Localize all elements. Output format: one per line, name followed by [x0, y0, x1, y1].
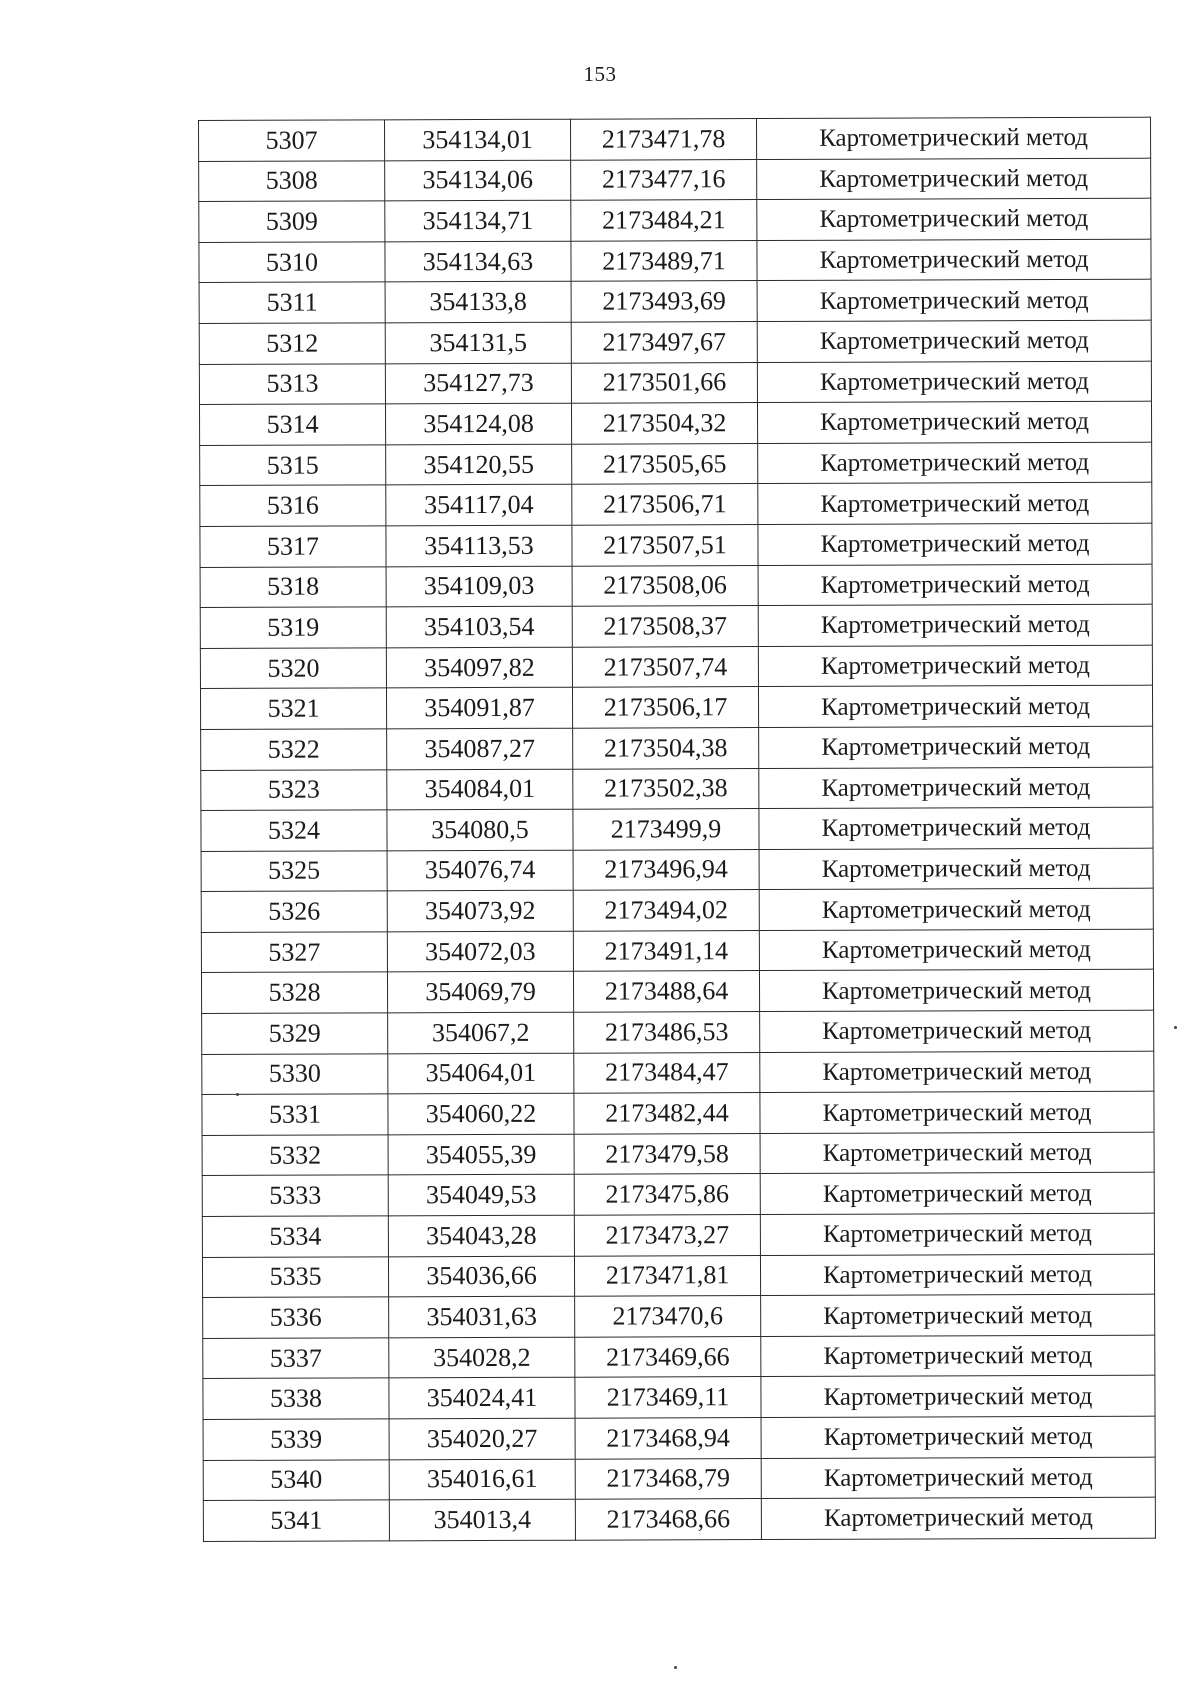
x-coordinate-cell: 354069,79 [387, 972, 573, 1013]
method-cell: Картометрический метод [759, 929, 1153, 971]
table-row [199, 361, 1151, 405]
point-number-cell: 5309 [199, 201, 385, 242]
x-coordinate-cell: 354067,2 [388, 1012, 574, 1053]
point-number-cell: 5317 [200, 526, 386, 567]
table-row [202, 1132, 1154, 1176]
method-cell: Картометрический метод [756, 117, 1150, 159]
table-row [199, 239, 1151, 283]
y-coordinate-cell: 2173473,27 [574, 1215, 760, 1256]
table-row [202, 1213, 1154, 1257]
point-number-cell: 5331 [202, 1094, 388, 1135]
y-coordinate-cell: 2173486,53 [574, 1012, 760, 1053]
table-row [199, 158, 1151, 202]
method-cell: Картометрический метод [757, 401, 1151, 443]
method-cell: Картометрический метод [761, 1457, 1155, 1499]
table-row [203, 1335, 1155, 1379]
scan-speck [236, 1093, 239, 1096]
method-cell: Картометрический метод [758, 564, 1152, 606]
point-number-cell: 5328 [201, 972, 387, 1013]
x-coordinate-cell: 354113,53 [386, 525, 572, 566]
coordinates-table [198, 117, 1156, 1542]
method-cell: Картометрический метод [758, 442, 1152, 484]
point-number-cell: 5326 [201, 891, 387, 932]
x-coordinate-cell: 354134,06 [385, 160, 571, 201]
table-row [202, 1010, 1154, 1054]
x-coordinate-cell: 354055,39 [388, 1134, 574, 1175]
x-coordinate-cell: 354103,54 [386, 606, 572, 647]
method-cell: Картометрический метод [760, 1173, 1154, 1215]
x-coordinate-cell: 354131,5 [385, 322, 571, 363]
point-number-cell: 5336 [203, 1297, 389, 1338]
y-coordinate-cell: 2173471,78 [570, 119, 756, 160]
x-coordinate-cell: 354049,53 [388, 1175, 574, 1216]
method-cell: Картометрический метод [760, 1010, 1154, 1052]
table-row [201, 970, 1153, 1014]
method-cell: Картометрический метод [759, 848, 1153, 890]
x-coordinate-cell: 354076,74 [387, 850, 573, 891]
method-cell: Картометрический метод [758, 645, 1152, 687]
point-number-cell: 5333 [202, 1175, 388, 1216]
x-coordinate-cell: 354020,27 [389, 1418, 575, 1459]
y-coordinate-cell: 2173502,38 [573, 768, 759, 809]
y-coordinate-cell: 2173493,69 [571, 281, 757, 322]
point-number-cell: 5339 [203, 1419, 389, 1460]
table-row [203, 1497, 1155, 1541]
method-cell: Картометрический метод [758, 483, 1152, 525]
table-row [200, 442, 1152, 486]
coordinates-table-wrapper [198, 117, 1155, 1542]
y-coordinate-cell: 2173484,47 [574, 1052, 760, 1093]
point-number-cell: 5316 [200, 485, 386, 526]
method-cell: Картометрический метод [759, 726, 1153, 768]
y-coordinate-cell: 2173507,74 [572, 646, 758, 687]
point-number-cell: 5330 [202, 1053, 388, 1094]
y-coordinate-cell: 2173469,66 [575, 1336, 761, 1377]
method-cell: Картометрический метод [757, 361, 1151, 403]
point-number-cell: 5310 [199, 242, 385, 283]
x-coordinate-cell: 354134,01 [385, 119, 571, 160]
point-number-cell: 5312 [199, 323, 385, 364]
y-coordinate-cell: 2173501,66 [571, 362, 757, 403]
method-cell: Картометрический метод [761, 1376, 1155, 1418]
table-row [201, 888, 1153, 932]
x-coordinate-cell: 354084,01 [387, 769, 573, 810]
point-number-cell: 5327 [201, 932, 387, 973]
table-row [200, 523, 1152, 567]
table-row [202, 1051, 1154, 1095]
method-cell: Картометрический метод [760, 1051, 1154, 1093]
point-number-cell: 5325 [201, 851, 387, 892]
table-row [201, 848, 1153, 892]
y-coordinate-cell: 2173499,9 [573, 809, 759, 850]
method-cell: Картометрический метод [761, 1335, 1155, 1377]
method-cell: Картометрический метод [761, 1416, 1155, 1458]
point-number-cell: 5318 [200, 566, 386, 607]
method-cell: Картометрический метод [758, 685, 1152, 727]
x-coordinate-cell: 354036,66 [388, 1256, 574, 1297]
y-coordinate-cell: 2173504,32 [571, 403, 757, 444]
x-coordinate-cell: 354060,22 [388, 1093, 574, 1134]
y-coordinate-cell: 2173508,06 [572, 565, 758, 606]
x-coordinate-cell: 354013,4 [389, 1499, 575, 1540]
scan-speck [1174, 1026, 1177, 1029]
x-coordinate-cell: 354127,73 [385, 363, 571, 404]
x-coordinate-cell: 354124,08 [385, 403, 571, 444]
x-coordinate-cell: 354117,04 [386, 485, 572, 526]
point-number-cell: 5315 [200, 445, 386, 486]
method-cell: Картометрический метод [757, 239, 1151, 281]
y-coordinate-cell: 2173475,86 [574, 1174, 760, 1215]
table-row [202, 1254, 1154, 1298]
table-row [203, 1376, 1155, 1420]
method-cell: Картометрический метод [759, 767, 1153, 809]
method-cell: Картометрический метод [759, 807, 1153, 849]
method-cell: Картометрический метод [757, 320, 1151, 362]
method-cell: Картометрический метод [757, 158, 1151, 200]
method-cell: Картометрический метод [760, 1091, 1154, 1133]
y-coordinate-cell: 2173507,51 [572, 524, 758, 565]
table-row [203, 1416, 1155, 1460]
point-number-cell: 5329 [202, 1013, 388, 1054]
y-coordinate-cell: 2173477,16 [571, 159, 757, 200]
y-coordinate-cell: 2173468,79 [575, 1458, 761, 1499]
point-number-cell: 5323 [201, 769, 387, 810]
method-cell: Картометрический метод [758, 604, 1152, 646]
point-number-cell: 5334 [202, 1216, 388, 1257]
table-body [199, 117, 1156, 1541]
y-coordinate-cell: 2173482,44 [574, 1093, 760, 1134]
table-row [201, 726, 1153, 770]
point-number-cell: 5319 [200, 607, 386, 648]
y-coordinate-cell: 2173491,14 [573, 930, 759, 971]
method-cell: Картометрический метод [761, 1294, 1155, 1336]
method-cell: Картометрический метод [760, 1132, 1154, 1174]
y-coordinate-cell: 2173506,17 [572, 687, 758, 728]
x-coordinate-cell: 354072,03 [387, 931, 573, 972]
x-coordinate-cell: 354028,2 [389, 1337, 575, 1378]
method-cell: Картометрический метод [759, 888, 1153, 930]
point-number-cell: 5311 [199, 282, 385, 323]
point-number-cell: 5308 [199, 160, 385, 201]
method-cell: Картометрический метод [759, 970, 1153, 1012]
y-coordinate-cell: 2173496,94 [573, 849, 759, 890]
y-coordinate-cell: 2173506,71 [572, 484, 758, 525]
method-cell: Картометрический метод [761, 1497, 1155, 1539]
table-row [200, 604, 1152, 648]
y-coordinate-cell: 2173508,37 [572, 606, 758, 647]
point-number-cell: 5307 [199, 120, 385, 161]
y-coordinate-cell: 2173488,64 [573, 971, 759, 1012]
table-row [202, 1091, 1154, 1135]
table-row [200, 685, 1152, 729]
point-number-cell: 5321 [200, 688, 386, 729]
table-row [199, 198, 1151, 242]
x-coordinate-cell: 354134,71 [385, 200, 571, 241]
y-coordinate-cell: 2173497,67 [571, 322, 757, 363]
y-coordinate-cell: 2173504,38 [573, 727, 759, 768]
table-row [199, 280, 1151, 324]
x-coordinate-cell: 354064,01 [388, 1053, 574, 1094]
y-coordinate-cell: 2173484,21 [571, 200, 757, 241]
x-coordinate-cell: 354134,63 [385, 241, 571, 282]
x-coordinate-cell: 354109,03 [386, 566, 572, 607]
y-coordinate-cell: 2173470,6 [575, 1296, 761, 1337]
x-coordinate-cell: 354087,27 [387, 728, 573, 769]
y-coordinate-cell: 2173505,65 [572, 443, 758, 484]
point-number-cell: 5314 [199, 404, 385, 445]
table-row [200, 483, 1152, 527]
page-number: 153 [583, 62, 617, 86]
y-coordinate-cell: 2173471,81 [574, 1255, 760, 1296]
x-coordinate-cell: 354024,41 [389, 1378, 575, 1419]
point-number-cell: 5322 [201, 729, 387, 770]
table-row [199, 117, 1151, 161]
method-cell: Картометрический метод [760, 1213, 1154, 1255]
x-coordinate-cell: 354031,63 [389, 1296, 575, 1337]
method-cell: Картометрический метод [757, 280, 1151, 322]
point-number-cell: 5335 [202, 1256, 388, 1297]
table-row [201, 767, 1153, 811]
point-number-cell: 5313 [199, 363, 385, 404]
x-coordinate-cell: 354133,8 [385, 282, 571, 323]
method-cell: Картометрический метод [757, 198, 1151, 240]
x-coordinate-cell: 354043,28 [388, 1215, 574, 1256]
table-row [201, 929, 1153, 973]
x-coordinate-cell: 354097,82 [386, 647, 572, 688]
scan-speck [674, 1666, 677, 1669]
table-row [199, 320, 1151, 364]
table-row [203, 1294, 1155, 1338]
point-number-cell: 5337 [203, 1338, 389, 1379]
x-coordinate-cell: 354120,55 [386, 444, 572, 485]
method-cell: Картометрический метод [760, 1254, 1154, 1296]
y-coordinate-cell: 2173494,02 [573, 890, 759, 931]
method-cell: Картометрический метод [758, 523, 1152, 565]
point-number-cell: 5332 [202, 1135, 388, 1176]
table-row [203, 1457, 1155, 1501]
table-row [201, 807, 1153, 851]
table-row [199, 401, 1151, 445]
table-row [202, 1173, 1154, 1217]
point-number-cell: 5340 [203, 1459, 389, 1500]
table-row [200, 645, 1152, 689]
point-number-cell: 5338 [203, 1378, 389, 1419]
point-number-cell: 5341 [203, 1500, 389, 1541]
y-coordinate-cell: 2173468,94 [575, 1418, 761, 1459]
y-coordinate-cell: 2173469,11 [575, 1377, 761, 1418]
x-coordinate-cell: 354091,87 [386, 688, 572, 729]
x-coordinate-cell: 354016,61 [389, 1459, 575, 1500]
point-number-cell: 5324 [201, 810, 387, 851]
y-coordinate-cell: 2173489,71 [571, 240, 757, 281]
y-coordinate-cell: 2173468,66 [575, 1499, 761, 1540]
table-row [200, 564, 1152, 608]
x-coordinate-cell: 354080,5 [387, 809, 573, 850]
y-coordinate-cell: 2173479,58 [574, 1133, 760, 1174]
x-coordinate-cell: 354073,92 [387, 890, 573, 931]
point-number-cell: 5320 [200, 648, 386, 689]
